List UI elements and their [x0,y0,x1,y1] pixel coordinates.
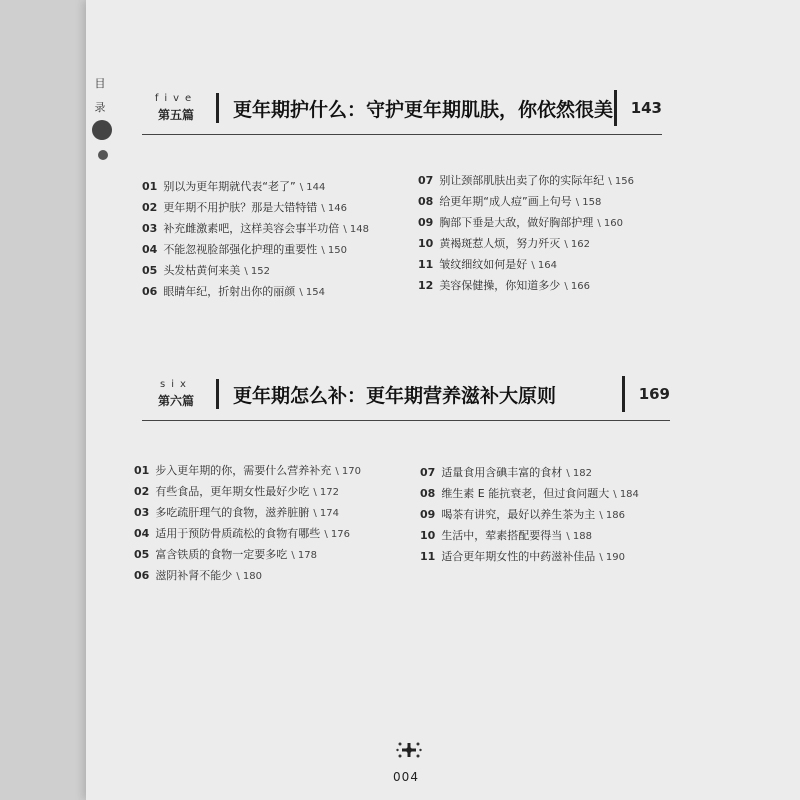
section-header-six [142,372,670,416]
toc-item[interactable]: 03 补充雌激素吧，这样美容会事半功倍 \ 148 [142,222,369,235]
toc-item[interactable]: 10 黄褐斑惹人烦，努力歼灭 \ 162 [418,237,590,250]
toc-column-left [134,460,361,586]
toc-item[interactable]: 09 胸部下垂是大敌，做好胸部护理 \ 160 [418,216,623,229]
toc-item[interactable]: 11 皱纹细纹如何是好 \ 164 [418,258,557,271]
section-page-number: 169 [622,376,670,412]
toc-item[interactable]: 06 滋阴补肾不能少 \ 180 [134,569,262,582]
toc-item[interactable]: 10 生活中，荤素搭配要得当 \ 188 [420,529,592,542]
toc-item[interactable]: 01 别以为更年期就代表“老了” \ 144 [142,180,326,193]
section-en-label: six [160,379,192,390]
toc-item[interactable]: 08 维生素 E 能抗衰老，但过食问题大 \ 184 [420,487,639,500]
section-label-box [142,93,219,123]
side-tab-char: 目 [94,77,106,90]
section-label-box [142,379,219,409]
side-tab-char: 录 [94,101,106,114]
toc-item[interactable]: 08 给更年期“成人痘”画上句号 \ 158 [418,195,602,208]
toc-item[interactable]: 07 适量食用含碘丰富的食材 \ 182 [420,466,592,479]
side-circle-icon [92,120,112,140]
side-tab [86,72,114,120]
toc-column-right [420,462,639,567]
toc-item[interactable]: 05 富含铁质的食物一定要多吃 \ 178 [134,548,317,561]
plus-cross-icon [396,740,422,760]
section-en-label: five [154,93,198,104]
toc-item[interactable]: 11 适合更年期女性的中药滋补佳品 \ 190 [420,550,625,563]
page-number: 004 [393,770,419,784]
toc-item[interactable]: 02 更年期不用护肤？那是大错特错 \ 146 [142,201,347,214]
toc-column-right [418,170,634,296]
toc-item[interactable]: 06 眼睛年纪，折射出你的丽颜 \ 154 [142,285,325,298]
section-divider [142,134,662,135]
section-title: 更年期怎么补：更年期营养滋补大原则 [233,384,557,407]
toc-item[interactable]: 07 别让颈部肌肤出卖了你的实际年纪 \ 156 [418,174,634,187]
toc-item[interactable]: 04 不能忽视脸部强化护理的重要性 \ 150 [142,243,347,256]
section-header-five [142,86,662,130]
toc-item[interactable]: 03 多吃疏肝理气的食物，滋养脏腑 \ 174 [134,506,339,519]
section-title: 更年期护什么：守护更年期肌肤，你依然很美 [233,98,614,121]
toc-item[interactable]: 05 头发枯黄何来美 \ 152 [142,264,270,277]
toc-item[interactable]: 02 有些食品，更年期女性最好少吃 \ 172 [134,485,339,498]
section-zh-label: 第六篇 [157,394,194,408]
section-zh-label: 第五篇 [157,108,194,122]
toc-item[interactable]: 04 适用于预防骨质疏松的食物有哪些 \ 176 [134,527,350,540]
section-divider [142,420,670,421]
toc-item[interactable]: 12 美容保健操，你知道多少 \ 166 [418,279,590,292]
toc-column-left [142,176,369,302]
side-dot-icon [98,150,108,160]
toc-item[interactable]: 01 步入更年期的你，需要什么营养补充 \ 170 [134,464,361,477]
toc-item[interactable]: 09 喝茶有讲究，最好以养生茶为主 \ 186 [420,508,625,521]
section-page-number: 143 [614,90,662,126]
